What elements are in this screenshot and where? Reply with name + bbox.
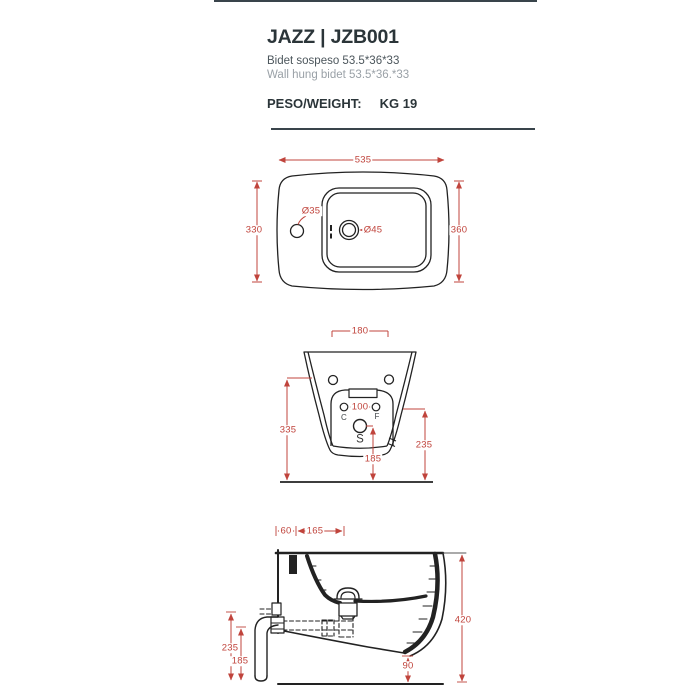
faucet-leader bbox=[298, 216, 306, 225]
dim-front-hole-spacing: 100 bbox=[351, 401, 369, 413]
drain-body bbox=[339, 603, 357, 616]
drain-hole-inner bbox=[343, 224, 356, 237]
subtitle-italian: Bidet sospeso 53.5*36*33 bbox=[267, 54, 400, 67]
mount-hole-right bbox=[385, 375, 394, 384]
dim-front-mount-width: 180 bbox=[351, 325, 369, 337]
label-cold-inlet: C bbox=[341, 413, 347, 422]
back-profile-outer bbox=[410, 553, 446, 656]
sump-notch bbox=[349, 389, 377, 398]
supply-fitting bbox=[272, 603, 281, 615]
underside-line bbox=[279, 630, 404, 653]
top-view bbox=[252, 160, 464, 290]
trap-pipe-cap bbox=[255, 676, 267, 681]
basin-rim bbox=[322, 188, 431, 272]
label-hot-inlet: F bbox=[374, 412, 380, 421]
subtitle-english: Wall hung bidet 53.5*36.*33 bbox=[267, 68, 410, 81]
rim-inner-left bbox=[308, 352, 333, 446]
mount-hole-left bbox=[329, 376, 338, 385]
dim-side-total-height: 420 bbox=[454, 614, 472, 626]
dim-side-trap-height: 185 bbox=[231, 655, 249, 667]
bowl-bottom bbox=[355, 596, 426, 601]
inlet-hole-c bbox=[340, 403, 348, 411]
drain-dome-outer bbox=[337, 588, 359, 598]
waste-hole-s bbox=[354, 420, 367, 433]
weight-label: PESO/WEIGHT: bbox=[267, 95, 362, 111]
dim-top-left-depth: 330 bbox=[245, 224, 263, 236]
inlet-hole-f bbox=[372, 403, 380, 411]
dim-top-right-depth: 360 bbox=[450, 224, 468, 236]
dim-drain-diameter: Ø45 bbox=[363, 224, 383, 236]
side-view bbox=[226, 526, 467, 684]
weight-value: KG 19 bbox=[379, 95, 418, 111]
dim-front-height: 335 bbox=[279, 424, 297, 436]
faucet-hole bbox=[291, 225, 304, 238]
sump-outline bbox=[331, 390, 393, 446]
dim-front-right-height: 235 bbox=[415, 439, 433, 451]
bowl-front-wall bbox=[307, 556, 340, 603]
dim-top-width: 535 bbox=[354, 154, 372, 166]
dim-side-inlet-height: 235 bbox=[221, 642, 239, 654]
rim-inner-right bbox=[387, 352, 412, 446]
front-view bbox=[280, 331, 433, 482]
dim-side-outlet-offset: 90 bbox=[402, 660, 414, 672]
dim-faucet-diameter: Ø35 bbox=[301, 205, 321, 217]
product-title: JAZZ | JZB001 bbox=[267, 26, 399, 48]
dim-side-depth: 165 bbox=[306, 525, 324, 537]
label-waste-outlet: S bbox=[356, 433, 364, 446]
rim-inner-bottom bbox=[333, 446, 387, 448]
drain-dome-inner bbox=[341, 592, 355, 598]
dim-front-drain-offset: 185 bbox=[364, 453, 382, 465]
dim-side-wall-offset: 60 bbox=[280, 525, 292, 537]
sketch-hatching bbox=[310, 566, 438, 643]
rim-section-cut bbox=[289, 555, 297, 574]
